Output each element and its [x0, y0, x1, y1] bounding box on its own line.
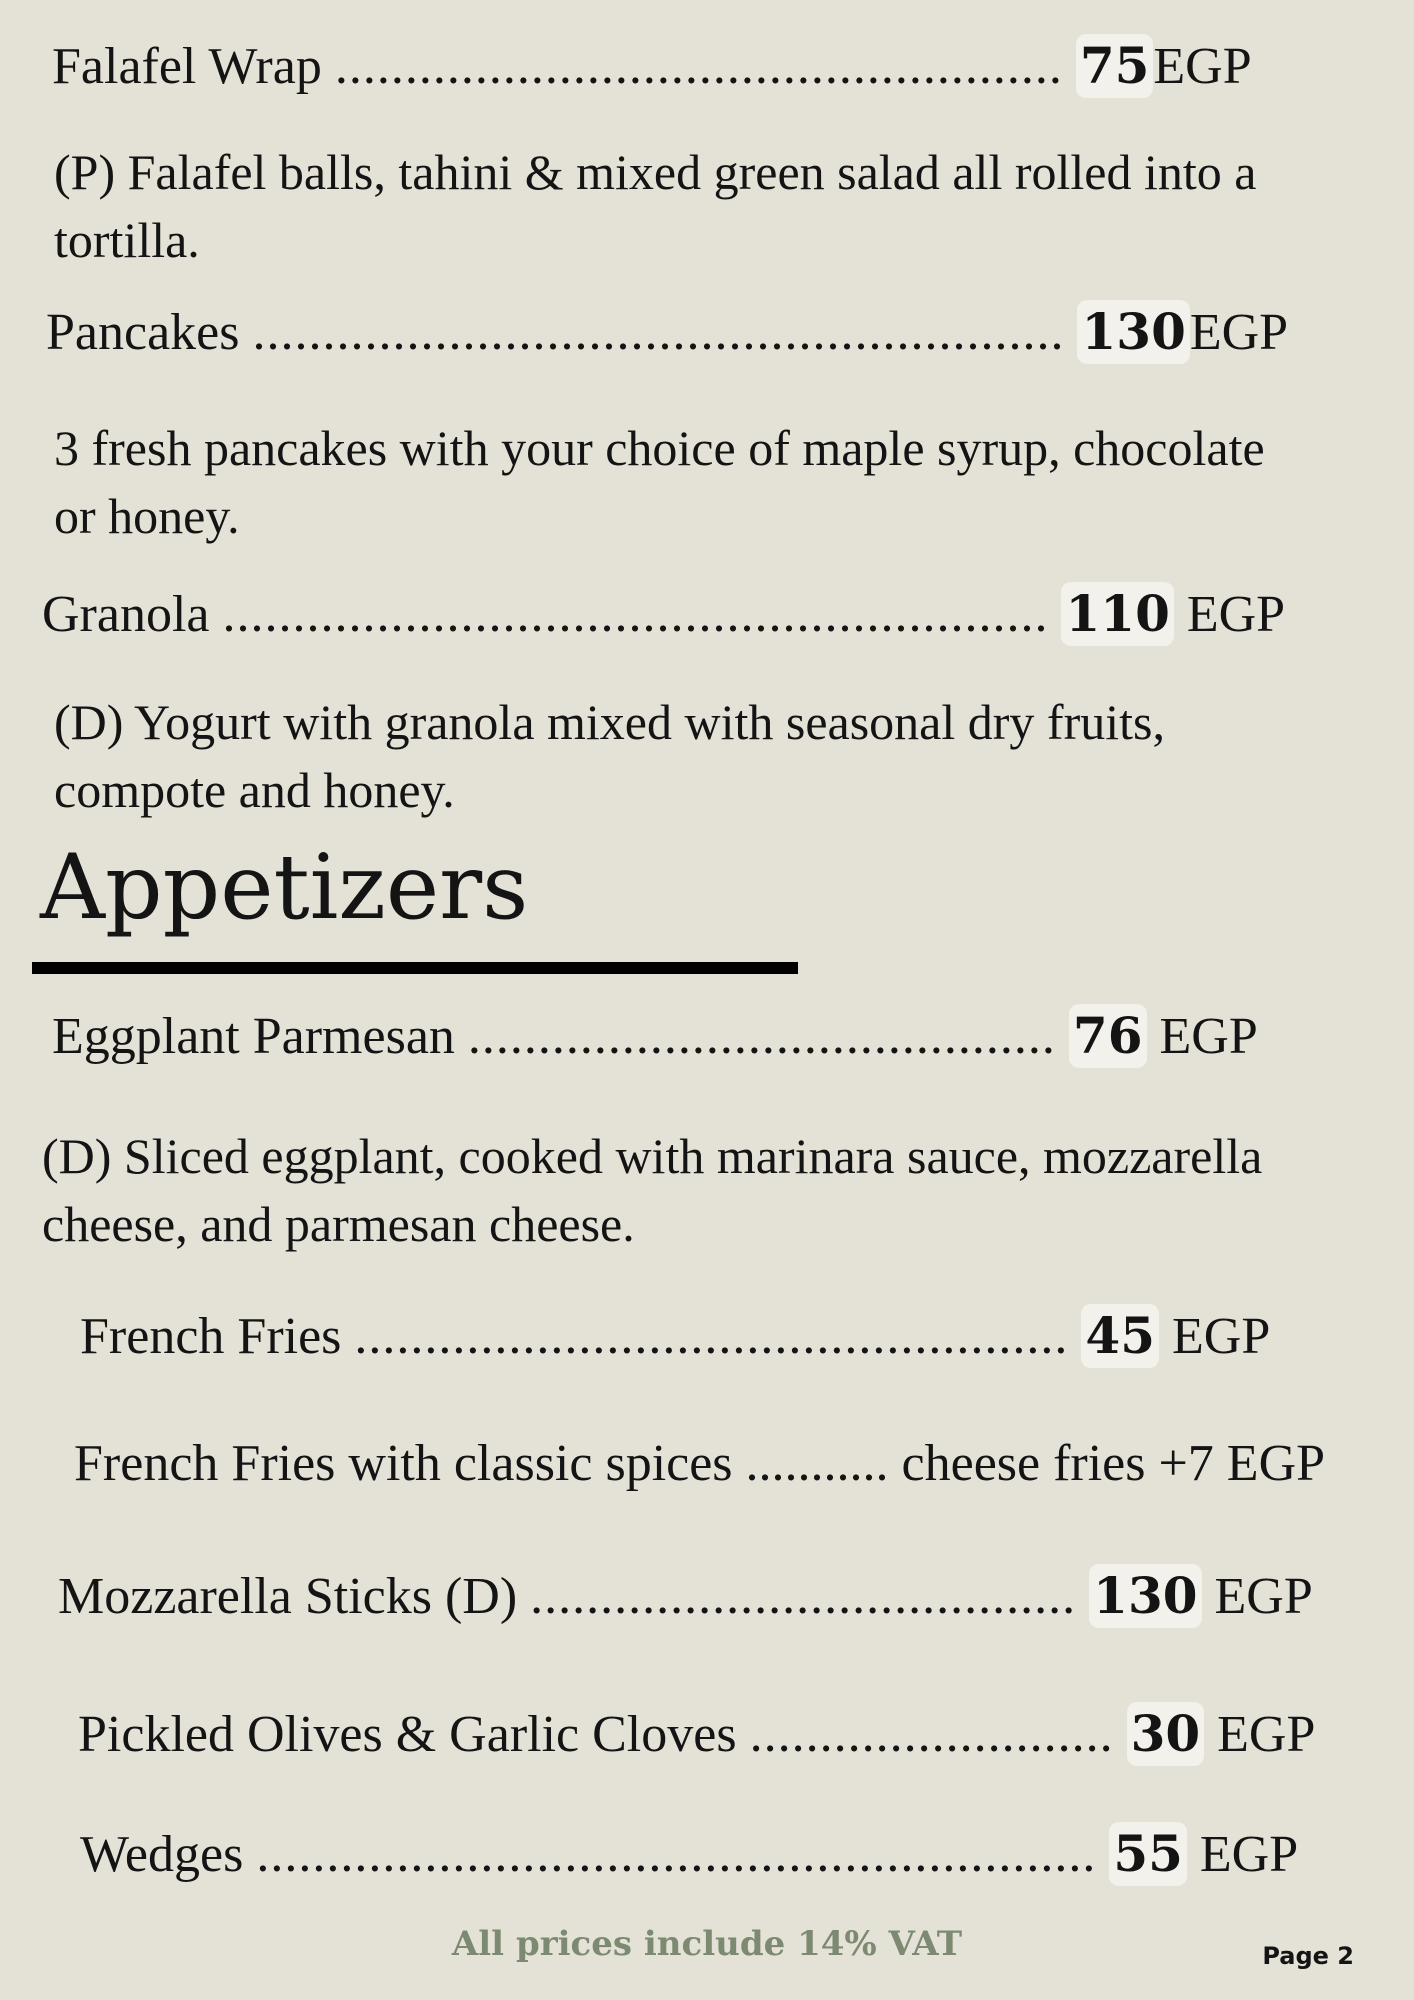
leader-dots: .......................... — [749, 1706, 1114, 1763]
item-description: 3 fresh pancakes with your choice of maple syrup, chocolate or honey. — [54, 420, 1265, 544]
menu-item-pancakes — [46, 300, 1288, 365]
section-title: Appetizers — [40, 835, 529, 940]
item-price: 75 — [1076, 34, 1154, 98]
item-name: Mozzarella Sticks (D) — [58, 1568, 518, 1625]
item-name: Wedges — [80, 1826, 244, 1883]
item-description: (D) Yogurt with granola mixed with seasonal dry fruits, compote and honey. — [54, 694, 1165, 818]
vat-note: All prices include 14% VAT — [451, 1924, 963, 1964]
leader-dots: ................................................... — [354, 1308, 1069, 1365]
item-currency: EGP — [1146, 1008, 1258, 1065]
menu-item-mozzarella-sticks — [58, 1564, 1313, 1629]
item-name: French Fries — [80, 1308, 342, 1365]
leader-dots: ....................................... — [530, 1568, 1077, 1625]
leader-dots: ........................................................... — [222, 586, 1049, 643]
menu-item-pickled-olives — [78, 1702, 1315, 1767]
leader-dots: .......................................................... — [252, 304, 1065, 361]
leader-dots: .......................................... — [467, 1008, 1056, 1065]
item-currency: EGP — [1173, 586, 1286, 643]
menu-item-wedges — [80, 1822, 1298, 1887]
item-price: 45 — [1081, 1304, 1159, 1368]
section-underline — [32, 962, 798, 974]
item-currency: EGP — [1159, 1308, 1271, 1365]
leader-dots: .................................................... — [334, 38, 1063, 95]
item-price: 76 — [1069, 1004, 1147, 1068]
item-currency: EGP — [1201, 1568, 1313, 1625]
item-currency: EGP — [1189, 304, 1289, 361]
item-name: Eggplant Parmesan — [52, 1008, 455, 1065]
item-price: 130 — [1077, 300, 1189, 364]
item-currency: EGP — [1204, 1706, 1316, 1763]
item-currency: EGP — [1186, 1826, 1299, 1883]
item-price: 110 — [1061, 582, 1173, 646]
item-description: French Fries with classic spices ........... cheese fries +7 EGP — [74, 1435, 1326, 1492]
menu-item-french-fries — [80, 1304, 1270, 1369]
item-description: (D) Sliced eggplant, cooked with marinara sauce, mozzarella cheese, and parmesan cheese. — [42, 1128, 1263, 1252]
item-name: Pickled Olives & Garlic Cloves — [78, 1706, 737, 1763]
item-name: Granola — [42, 586, 210, 643]
item-description: (P) Falafel balls, tahini & mixed green salad all rolled into a tortilla. — [54, 144, 1257, 268]
item-price: 130 — [1089, 1564, 1201, 1628]
menu-item-falafel-wrap — [52, 34, 1252, 99]
menu-item-eggplant-parmesan — [52, 1004, 1258, 1069]
item-name: Falafel Wrap — [52, 38, 322, 95]
menu-item-granola — [42, 582, 1285, 647]
page-number: Page 2 — [1262, 1942, 1354, 1970]
item-currency: EGP — [1153, 38, 1252, 95]
item-price: 55 — [1109, 1822, 1187, 1886]
item-price: 30 — [1127, 1702, 1205, 1766]
item-name: Pancakes — [46, 304, 240, 361]
leader-dots: ............................................................ — [256, 1826, 1097, 1883]
